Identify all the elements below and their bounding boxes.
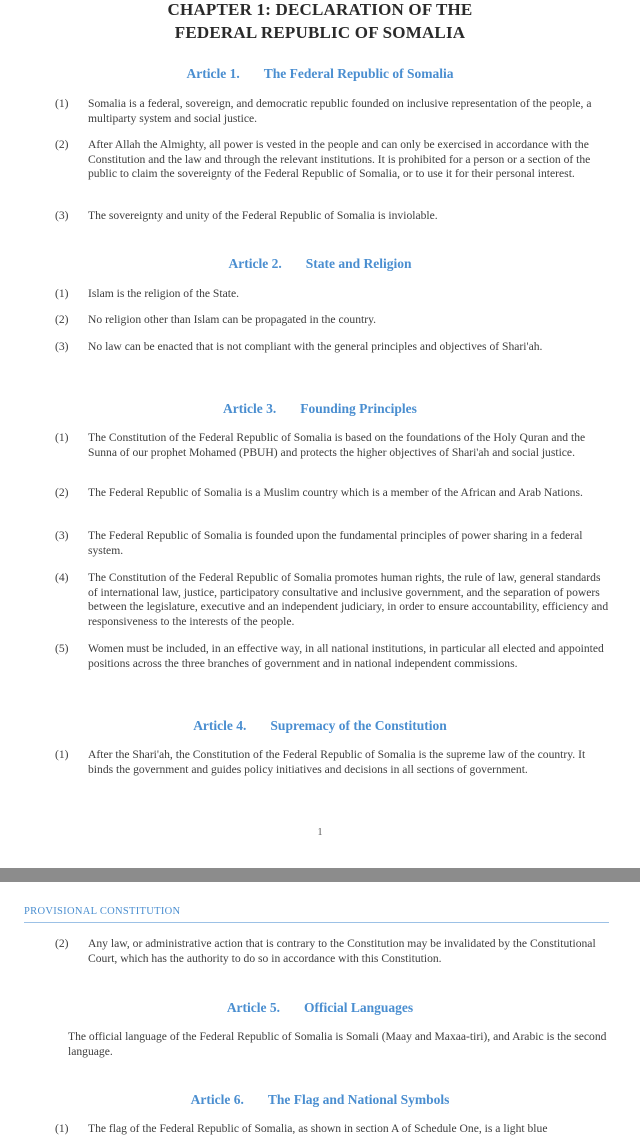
clause-number: (3) [55, 209, 69, 222]
clause-number: (1) [55, 431, 69, 444]
article-3-heading [0, 401, 640, 417]
clause-text: Women must be included, in an effective way, in all national institutions, in particular all elected and appointed positions across the three branches of government and in national independent commissions. [88, 642, 604, 670]
chapter-title-line-1: CHAPTER 1: DECLARATION OF THE [167, 0, 473, 19]
article-title: The Flag and National Symbols [267, 1092, 450, 1107]
article-6-heading [0, 1092, 640, 1108]
clause-text: The sovereignty and unity of the Federal Republic of Somalia is inviolable. [88, 209, 438, 222]
clause-number: (1) [55, 1122, 69, 1135]
clause-text: Any law, or administrative action that is contrary to the Constitution may be invalidated by the Constitutional Court, which has the authority to do so in accordance with this Constitution. [88, 937, 596, 965]
clause-number: (1) [55, 287, 69, 300]
clause-text: The Federal Republic of Somalia is a Muslim country which is a member of the African and Arab Nations. [88, 486, 583, 499]
article-number: Article 1. [186, 66, 240, 81]
article-4-heading [0, 718, 640, 734]
article-title: Official Languages [304, 1000, 414, 1015]
article-title: State and Religion [305, 256, 412, 271]
article-number: Article 3. [223, 401, 277, 416]
article-number: Article 6. [190, 1092, 244, 1107]
clause-number: (2) [55, 937, 69, 950]
article-title: Founding Principles [300, 401, 417, 416]
running-header: PROVISIONAL CONSTITUTION [24, 906, 181, 917]
document-page-2 [0, 882, 640, 1136]
clause-text: No religion other than Islam can be propagated in the country. [88, 313, 377, 326]
clause-number: (1) [55, 97, 69, 110]
header-rule [24, 922, 609, 923]
article-number: Article 5. [226, 1000, 281, 1015]
article-1-heading [0, 66, 640, 82]
clause-text: The Federal Republic of Somalia is founded upon the fundamental principles of power sharing in a federal system. [88, 529, 583, 557]
clause-number: (2) [55, 138, 69, 151]
clause-text: No law can be enacted that is not compliant with the general principles and objectives of Shari'ah. [88, 340, 543, 353]
page-number: 1 [317, 827, 323, 838]
article-5-text: The official language of the Federal Republic of Somalia is Somali (Maay and Maxaa-tiri), and Arabic is the second language. [68, 1030, 607, 1058]
clause-text: The Constitution of the Federal Republic of Somalia is based on the foundations of the Holy Quran and the Sunna of our prophet Mohamed (PBUH) and protects the higher objectives of Shari'ah and social justice. [88, 431, 586, 459]
clause-number: (3) [55, 340, 69, 353]
article-number: Article 2. [228, 256, 282, 271]
clause-number: (2) [55, 486, 69, 499]
chapter-title-line-2: FEDERAL REPUBLIC OF SOMALIA [174, 23, 466, 42]
clause-number: (4) [55, 571, 69, 584]
clause-text: The Constitution of the Federal Republic of Somalia promotes human rights, the rule of law, general standards of international law, justice, participatory consultative and inclusive government, and the separation of powers between the legislature, executive and an independent judiciary, in order to ensure accountability, efficiency and responsiveness to the interests of the people. [88, 571, 609, 628]
clause-number: (2) [55, 313, 69, 326]
article-5-heading [0, 1000, 640, 1016]
clause-text: After the Shari'ah, the Constitution of the Federal Republic of Somalia is the supreme law of the country. It binds the government and guides policy initiatives and decisions in all sections of government. [88, 748, 586, 776]
clause-text: After Allah the Almighty, all power is vested in the people and can only be exercised in accordance with the Constitution and the law and through the relevant institutions. It is prohibited for a person or a section of the public to claim the sovereignty of the Federal Republic of Somalia, or to use it for their personal interest. [88, 138, 591, 180]
article-title: Supremacy of the Constitution [270, 718, 447, 733]
clause-text: The flag of the Federal Republic of Somalia, as shown in section A of Schedule One, is a light blue [88, 1122, 548, 1135]
clause-text: Somalia is a federal, sovereign, and democratic republic founded on inclusive representation of the people, a multiparty system and social justice. [88, 97, 592, 125]
clause-number: (3) [55, 529, 69, 542]
clause-text: Islam is the religion of the State. [88, 287, 240, 300]
clause-number: (1) [55, 748, 69, 761]
page-separator [0, 868, 640, 882]
clause-number: (5) [55, 642, 69, 655]
article-title: The Federal Republic of Somalia [263, 66, 454, 81]
article-2-heading [0, 256, 640, 272]
article-number: Article 4. [193, 718, 247, 733]
